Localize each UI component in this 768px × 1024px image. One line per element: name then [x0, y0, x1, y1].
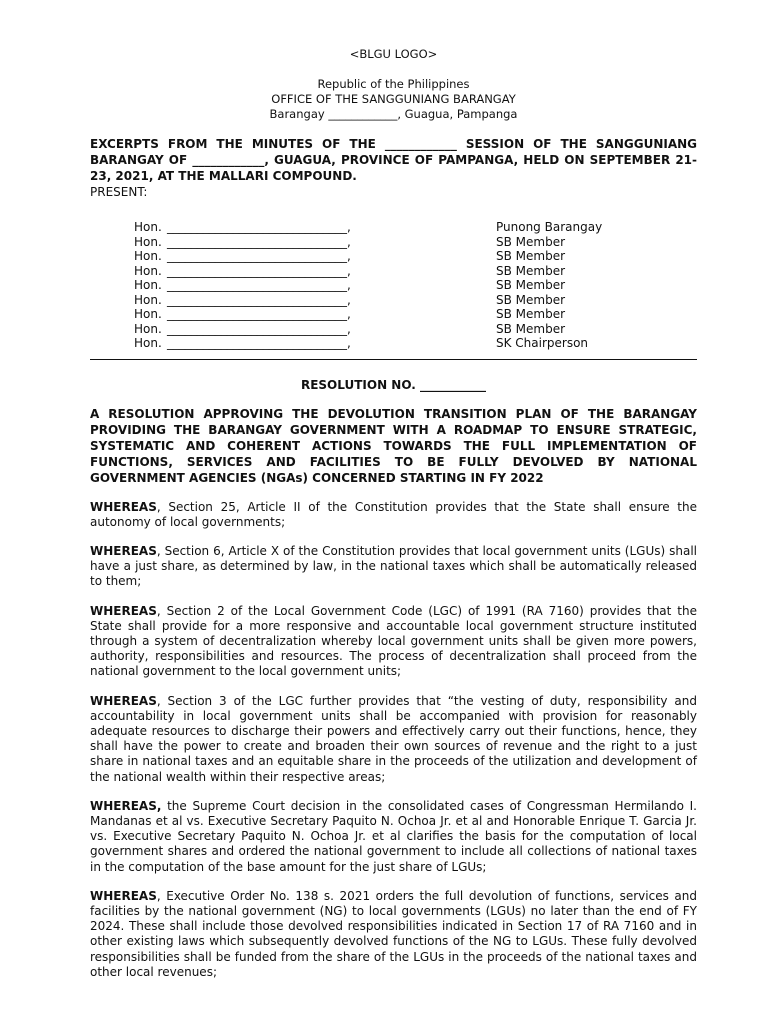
whereas-text: , Section 2 of the Local Government Code (LGC) of 1991 (RA 7160) provides that the State shall provide for a more responsive and accountable local government structure instituted through a system of decentralization whereby local government units shall be given more powers, authority, responsibilities and resources. The process of decentralization shall proceed from the national government to the local government units;	[90, 603, 697, 679]
resolution-title: A RESOLUTION APPROVING THE DEVOLUTION TRANSITION PLAN OF THE BARANGAY PROVIDING THE BARANGAY GOVERNMENT WITH A ROADMAP TO ENSURE STRATEGIC, SYSTEMATIC AND COHERENT ACTIONS TOWARDS THE FULL IMPLEMENTATION OF FUNCTIONS, SERVICES AND FACILITIES TO BE FULLY DEVOLVED BY NATIONAL GOVERNMENT AGENCIES (NGAs) CONCERNED STARTING IN FY 2022	[90, 406, 697, 485]
whereas-lead: WHEREAS	[90, 888, 157, 903]
official-honorific: Hon.	[134, 307, 162, 321]
present-label: PRESENT:	[90, 185, 148, 199]
official-name-blank: ______________________________,	[167, 307, 351, 321]
office-line: OFFICE OF THE SANGGUNIANG BARANGAY	[271, 92, 516, 106]
whereas-paragraph	[90, 544, 697, 590]
official-position: SB Member	[496, 292, 566, 307]
official-honorific: Hon.	[134, 263, 162, 278]
excerpt-heading: EXCERPTS FROM THE MINUTES OF THE ____________ SESSION OF THE SANGGUNIANG BARANGAY OF ____________, GUAGUA, PROVINCE OF PAMPANGA, HELD ON SEPTEMBER 21-23, 2021, AT THE MALLARI COMPOUND.	[90, 137, 697, 183]
whereas-text: , Executive Order No. 138 s. 2021 orders the full devolution of functions, services and facilities by the national government (NG) to local governments (LGUs) no later than the end of FY 2024. These shall include those devolved responsibilities indicated in Section 17 of RA 7160 and in other existing laws which subsequently devolved functions of the NG to LGUs. These fully devolved responsibilities shall be funded from the share of the LGUs in the proceeds of the national taxes and other local revenues;	[90, 888, 697, 979]
official-row	[90, 278, 697, 293]
official-row	[90, 322, 697, 337]
whereas-paragraph	[90, 500, 697, 530]
official-name-blank: ______________________________,	[167, 292, 351, 307]
official-position: SB Member	[496, 249, 566, 263]
official-row	[90, 293, 697, 308]
barangay-line: Barangay ____________, Guagua, Pampanga	[269, 107, 518, 121]
official-position: SB Member	[496, 234, 566, 249]
official-name-blank: ______________________________,	[167, 263, 351, 278]
official-position: SB Member	[496, 263, 566, 278]
official-honorific: Hon.	[134, 220, 162, 234]
whereas-lead: WHEREAS	[90, 603, 157, 618]
official-honorific: Hon.	[134, 234, 162, 249]
whereas-paragraph	[90, 799, 697, 875]
republic-line: Republic of the Philippines	[317, 77, 470, 91]
official-position: Punong Barangay	[496, 220, 603, 234]
official-row	[90, 249, 697, 264]
whereas-text: , Section 25, Article II of the Constitution provides that the State shall ensure the autonomy of local governments;	[90, 499, 697, 529]
official-row	[90, 220, 697, 235]
whereas-clauses	[90, 500, 697, 980]
official-honorific: Hon.	[134, 336, 162, 350]
officials-list	[90, 220, 697, 351]
whereas-paragraph	[90, 889, 697, 980]
official-position: SB Member	[496, 321, 566, 336]
official-honorific: Hon.	[134, 278, 162, 292]
official-position: SB Member	[496, 278, 566, 292]
official-name-blank: ______________________________,	[167, 220, 351, 234]
whereas-text: , Section 3 of the LGC further provides that “the vesting of duty, responsibility and accountability in local government units shall be accompanied with provision for reasonably adequate resources to discharge their powers and effectively carry out their functions, hence, they shall have the power to create and broaden their own sources of revenue and the right to a just share in national taxes and an equitable share in the proceeds of the utilization and development of the national wealth within their respective areas;	[90, 693, 697, 784]
document-page	[90, 47, 697, 994]
resolution-number: RESOLUTION NO. ___________	[300, 377, 487, 392]
whereas-paragraph	[90, 604, 697, 680]
official-name-blank: ______________________________,	[167, 234, 351, 249]
blgu-logo-placeholder: <BLGU LOGO>	[349, 47, 438, 61]
official-position: SK Chairperson	[496, 336, 589, 350]
official-name-blank: ______________________________,	[167, 278, 351, 292]
whereas-lead: WHEREAS	[90, 693, 157, 708]
whereas-lead: WHEREAS	[90, 543, 157, 558]
official-position: SB Member	[496, 307, 566, 321]
official-row	[90, 307, 697, 322]
official-honorific: Hon.	[134, 249, 162, 263]
whereas-text: , Section 6, Article X of the Constitution provides that local government units (LGUs) shall have a just share, as determined by law, in the national taxes which shall be automatically released to them;	[90, 543, 697, 589]
whereas-paragraph	[90, 694, 697, 785]
official-name-blank: ______________________________,	[167, 249, 351, 263]
official-row	[90, 235, 697, 250]
official-honorific: Hon.	[134, 321, 162, 336]
official-honorific: Hon.	[134, 292, 162, 307]
whereas-text: the Supreme Court decision in the consolidated cases of Congressman Hermilando I. Mandanas et al vs. Executive Secretary Paquito N. Ochoa Jr. et al and Honorable Enrique T. Garcia Jr. vs. Executive Secretary Paquito N. Ochoa Jr. et al clarifies the basis for the computation of local government shares and ordered the national government to include all collections of national taxes in the computation of the base amount for the just share of LGUs;	[90, 798, 697, 874]
official-name-blank: ______________________________,	[167, 336, 351, 350]
official-row	[90, 264, 697, 279]
official-name-blank: ______________________________,	[167, 321, 351, 336]
horizontal-divider	[90, 359, 697, 360]
whereas-lead: WHEREAS	[90, 499, 157, 514]
official-row	[90, 336, 697, 351]
whereas-lead: WHEREAS,	[90, 798, 162, 813]
